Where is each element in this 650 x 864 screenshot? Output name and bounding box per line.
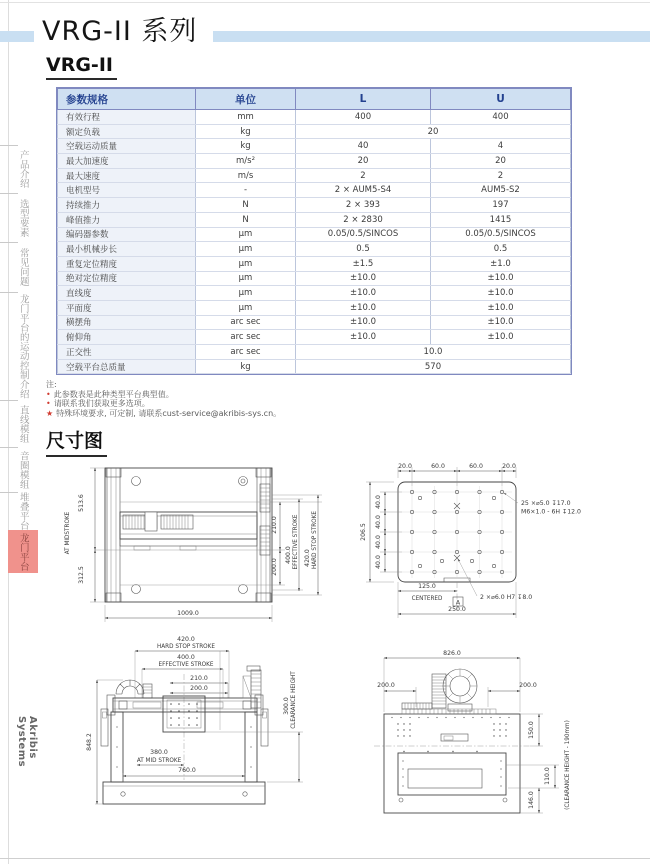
spec-cell: 0.5 xyxy=(431,242,571,257)
spec-cell: kg xyxy=(196,139,296,154)
col-header-unit: 单位 xyxy=(196,89,296,110)
sidebar-item-label: 直线模组 xyxy=(17,404,29,443)
front-200: 200.0 xyxy=(190,685,208,692)
spec-cell: kg xyxy=(196,359,296,374)
notes-title: 注: xyxy=(46,380,57,389)
spec-row xyxy=(58,242,571,257)
dim-midstroke-note: AT MIDSTROKE xyxy=(65,511,71,555)
front-clearance-label: CLEARANCE HEIGHT xyxy=(291,671,297,729)
spec-cell: ±10.0 xyxy=(431,315,571,330)
spec-cell: 峰值推力 xyxy=(58,212,196,227)
spec-cell: 最大速度 xyxy=(58,168,196,183)
spec-cell: kg xyxy=(196,124,296,139)
spec-cell: 正交性 xyxy=(58,345,196,360)
spec-cell: μm xyxy=(196,242,296,257)
spec-cell: ±1.5 xyxy=(296,256,431,271)
side-left-offset: 200.0 xyxy=(377,682,395,689)
plate-step-3: 40.0 xyxy=(375,535,382,549)
sidebar-item[interactable] xyxy=(8,447,38,492)
front-effective-label: EFFECTIVE STROKE xyxy=(158,662,214,668)
plate-center-label: CENTERED xyxy=(411,596,443,602)
dim-effective-stroke-label: EFFECTIVE STROKE xyxy=(293,514,299,570)
spec-table xyxy=(57,88,571,374)
dim-stroke-lower: 200.0 xyxy=(271,558,278,576)
spec-cell: 40 xyxy=(296,139,431,154)
spec-row xyxy=(58,330,571,345)
spec-cell: ±10.0 xyxy=(296,286,431,301)
spec-row xyxy=(58,212,571,227)
spec-cell: ±10.0 xyxy=(296,330,431,345)
spec-row xyxy=(58,168,571,183)
dim-effective-stroke: 400.0 xyxy=(285,546,292,564)
spec-cell: 20 xyxy=(296,154,431,169)
plate-hole-note-2: M6×1.0 - 6H ↧12.0 xyxy=(521,508,581,516)
spec-cell: ±10.0 xyxy=(431,271,571,286)
spec-cell: 2 × 393 xyxy=(296,198,431,213)
side-total-width: 826.0 xyxy=(443,650,461,657)
sidebar-item-label: 音圈模组 xyxy=(17,450,29,489)
spec-cell: 重复定位精度 xyxy=(58,256,196,271)
spec-cell: 2 × AUM5-S4 xyxy=(296,183,431,198)
spec-row xyxy=(58,271,571,286)
spec-cell: 持续推力 xyxy=(58,198,196,213)
side-150: 150.0 xyxy=(528,721,535,739)
drawing-carriage-plate-view xyxy=(358,450,648,645)
notes-list xyxy=(46,390,281,419)
plate-side-total: 206.5 xyxy=(360,523,367,541)
spec-cell: μm xyxy=(196,227,296,242)
sidebar-item-label: 选型要素 xyxy=(17,198,29,237)
col-header-parameter: 参数规格 xyxy=(58,89,196,110)
spec-cell: 2 xyxy=(296,168,431,183)
model-heading: VRG-II xyxy=(46,54,117,80)
side-146: 146.0 xyxy=(528,791,535,809)
sidebar-item[interactable] xyxy=(8,193,38,242)
dim-hard-stop: 420.0 xyxy=(304,549,311,567)
spec-row xyxy=(58,256,571,271)
plate-datum: A xyxy=(455,599,461,607)
sidebar-item[interactable] xyxy=(8,242,38,292)
sidebar-item-label: 堆叠平台 xyxy=(17,492,29,530)
spec-row xyxy=(58,286,571,301)
spec-cell: ±10.0 xyxy=(296,271,431,286)
spec-cell: arc sec xyxy=(196,330,296,345)
spec-cell: 20 xyxy=(296,124,571,139)
front-hard-stop-label: HARD STOP STROKE xyxy=(157,644,215,650)
note-item xyxy=(46,390,281,400)
spec-cell: 0.05/0.5/SINCOS xyxy=(296,227,431,242)
spec-cell: 直线度 xyxy=(58,286,196,301)
front-hard-stop: 420.0 xyxy=(177,636,195,643)
spec-cell: 最大加速度 xyxy=(58,154,196,169)
spec-cell: ±10.0 xyxy=(296,315,431,330)
dim-height-upper: 513.6 xyxy=(78,494,85,512)
dim-total-width: 1009.0 xyxy=(177,610,199,617)
plate-dowel-note: 2 ×⌀6.0 H7 ↧8.0 xyxy=(480,594,533,601)
spec-cell: 平面度 xyxy=(58,300,196,315)
spec-cell: 空载运动质量 xyxy=(58,139,196,154)
spec-row xyxy=(58,183,571,198)
spec-cell: 横摆角 xyxy=(58,315,196,330)
sidebar-item[interactable] xyxy=(8,530,38,573)
sidebar-item-label: 常见问题 xyxy=(17,248,29,286)
spec-cell: μm xyxy=(196,300,296,315)
spec-row xyxy=(58,124,571,139)
spec-cell: 20 xyxy=(431,154,571,169)
spec-cell: 空载平台总质量 xyxy=(58,359,196,374)
spec-cell: 1415 xyxy=(431,212,571,227)
note-text: 此参数表是此种类型平台典型值。 xyxy=(53,389,174,399)
spec-table-body xyxy=(58,110,571,374)
spec-cell: μm xyxy=(196,256,296,271)
sidebar-item-label: 龙门平台的运动控制介绍 xyxy=(17,293,29,399)
spec-cell: 0.05/0.5/SINCOS xyxy=(431,227,571,242)
note-bullet-icon: • xyxy=(46,389,51,399)
spec-row xyxy=(58,139,571,154)
sidebar-item[interactable] xyxy=(8,292,38,400)
spec-cell: μm xyxy=(196,286,296,301)
spec-cell: N xyxy=(196,198,296,213)
plate-step-4: 40.0 xyxy=(375,555,382,569)
spec-cell: 最小机械步长 xyxy=(58,242,196,257)
front-clearance: 300.0 xyxy=(283,697,290,715)
page-title: VRG-II 系列 xyxy=(34,9,213,52)
note-item xyxy=(46,409,281,419)
sidebar-item[interactable] xyxy=(8,145,38,193)
side-right-offset: 200.0 xyxy=(519,682,537,689)
spec-cell: ±1.0 xyxy=(431,256,571,271)
dim-hard-stop-label: HARD STOP STROKE xyxy=(312,511,318,569)
front-mid-stroke-label: AT MID STROKE xyxy=(136,758,182,764)
spec-cell: 俯仰角 xyxy=(58,330,196,345)
spec-cell: ±10.0 xyxy=(431,300,571,315)
spec-row xyxy=(58,154,571,169)
spec-row xyxy=(58,359,571,374)
spec-header-row xyxy=(58,89,571,110)
spec-cell: arc sec xyxy=(196,345,296,360)
note-item xyxy=(46,399,281,409)
plate-total-width: 250.0 xyxy=(448,606,466,613)
front-210: 210.0 xyxy=(190,675,208,682)
dimensions-heading: 尺寸图 xyxy=(46,426,107,457)
spec-cell: 编码器参数 xyxy=(58,227,196,242)
plate-top-dim-4: 20.0 xyxy=(502,463,516,470)
plate-top-dim-1: 20.0 xyxy=(398,463,412,470)
sidebar-item[interactable] xyxy=(8,492,38,530)
dim-height-lower: 312.5 xyxy=(78,566,85,584)
notes-block xyxy=(46,380,281,418)
spec-cell: N xyxy=(196,212,296,227)
col-header-L: L xyxy=(296,89,431,110)
page-top-line xyxy=(0,2,650,3)
front-base-width: 760.0 xyxy=(178,767,196,774)
spec-row xyxy=(58,345,571,360)
spec-cell: ±10.0 xyxy=(296,300,431,315)
spec-cell: 197 xyxy=(431,198,571,213)
sidebar-item[interactable] xyxy=(8,400,38,447)
note-text: 特殊环境要求, 可定制, 请联系cust-service@akribis-sys.cn。 xyxy=(56,408,282,418)
spec-row xyxy=(58,300,571,315)
plate-top-dim-2: 60.0 xyxy=(431,463,445,470)
sidebar-item-label: 产品介绍 xyxy=(17,150,29,188)
spec-cell: - xyxy=(196,183,296,198)
note-bullet-icon: ★ xyxy=(46,408,54,418)
spec-cell: 额定负载 xyxy=(58,124,196,139)
drawing-side-view xyxy=(358,645,650,860)
spec-cell: 4 xyxy=(431,139,571,154)
brand-text: Akribis Systems xyxy=(16,716,38,768)
drawing-gantry-top-view xyxy=(52,455,347,635)
spec-cell: arc sec xyxy=(196,315,296,330)
spec-cell: 有效行程 xyxy=(58,110,196,125)
spec-row xyxy=(58,198,571,213)
spec-row xyxy=(58,227,571,242)
plate-center-dim: 125.0 xyxy=(418,583,436,590)
front-effective: 400.0 xyxy=(177,654,195,661)
note-bullet-icon: • xyxy=(46,399,51,409)
spec-cell: 绝对定位精度 xyxy=(58,271,196,286)
spec-row xyxy=(58,110,571,125)
side-110: 110.0 xyxy=(544,767,551,785)
spec-cell: 2 xyxy=(431,168,571,183)
spec-cell: ±10.0 xyxy=(431,286,571,301)
note-text: 请联系我们获取更多选项。 xyxy=(53,399,150,409)
drawing-front-view xyxy=(83,630,348,848)
spec-cell: 570 xyxy=(296,359,571,374)
dim-stroke-upper: 210.0 xyxy=(271,516,278,534)
spec-cell: μm xyxy=(196,271,296,286)
plate-hole-note-1: 25 ×⌀5.0 ↧17.0 xyxy=(521,500,571,507)
spec-cell: 0.5 xyxy=(296,242,431,257)
plate-top-dim-3: 60.0 xyxy=(469,463,483,470)
spec-cell: 2 × 2830 xyxy=(296,212,431,227)
plate-step-1: 40.0 xyxy=(375,495,382,509)
spec-cell: 400 xyxy=(431,110,571,125)
spec-cell: 电机型号 xyxy=(58,183,196,198)
spec-cell: m/s xyxy=(196,168,296,183)
spec-cell: AUM5-S2 xyxy=(431,183,571,198)
spec-cell: 400 xyxy=(296,110,431,125)
col-header-U: U xyxy=(431,89,571,110)
spec-cell: 10.0 xyxy=(296,345,571,360)
side-clearance-note: (CLEARANCE HEIGHT - 190mm) xyxy=(565,720,571,810)
sidebar-item-label: 龙门平台 xyxy=(17,532,29,571)
plate-step-2: 40.0 xyxy=(375,515,382,529)
spec-cell: ±10.0 xyxy=(431,330,571,345)
front-mid-stroke: 380.0 xyxy=(150,749,168,756)
spec-cell: mm xyxy=(196,110,296,125)
front-total-height: 848.2 xyxy=(86,733,93,751)
spec-row xyxy=(58,315,571,330)
spec-cell: m/s² xyxy=(196,154,296,169)
